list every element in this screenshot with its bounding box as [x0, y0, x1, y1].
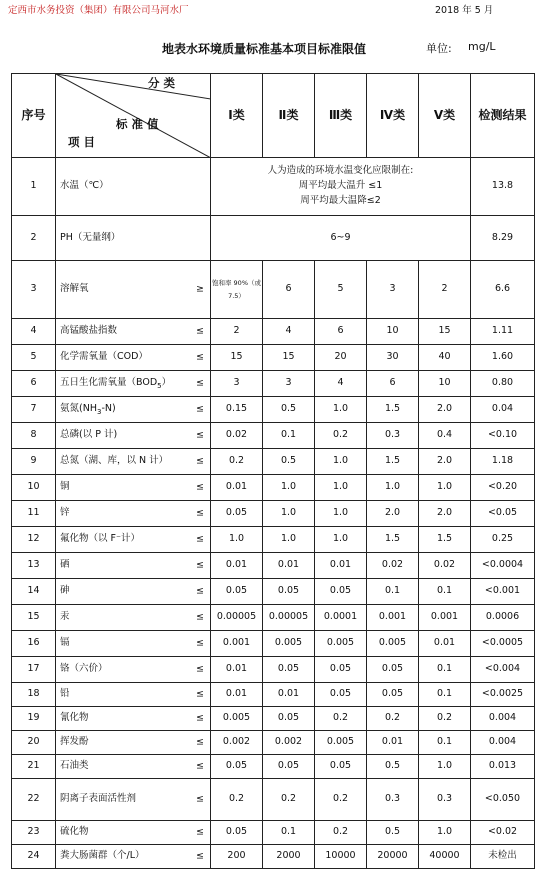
- class-2-value: 6: [263, 261, 315, 319]
- class-5-value: 0.2: [419, 707, 471, 731]
- table-row: [12, 553, 535, 579]
- test-result: <0.0004: [471, 553, 535, 579]
- class-3-value: 0.2: [315, 423, 367, 449]
- comparison-symbol: ≤: [196, 507, 204, 519]
- row-number: 23: [12, 821, 56, 845]
- item-name-suffix: ）: [161, 376, 172, 388]
- class-4-value: 0.01: [367, 731, 419, 755]
- item-name-cell: [56, 731, 211, 755]
- class-1-value: 0.2: [211, 779, 263, 821]
- test-result: 6.6: [471, 261, 535, 319]
- class-5-value: 0.1: [419, 657, 471, 683]
- class-2-value: 0.01: [263, 553, 315, 579]
- comparison-symbol: ≤: [196, 377, 204, 389]
- class-1-value: 3: [211, 371, 263, 397]
- row-number: 21: [12, 755, 56, 779]
- item-name: 五日生化需氧量（BOD: [60, 376, 158, 388]
- class-2-value: 0.2: [263, 779, 315, 821]
- class-1-value: 饱和率 90%（或 7.5）: [211, 261, 263, 319]
- class-1-value: 0.00005: [211, 605, 263, 631]
- class-4-value: 0.001: [367, 605, 419, 631]
- class-3-value: 0.05: [315, 683, 367, 707]
- item-name-cell: [56, 605, 211, 631]
- item-name-suffix: -N): [101, 402, 116, 414]
- comparison-symbol: ≤: [196, 585, 204, 597]
- table-row: [12, 731, 535, 755]
- class-1-value: 0.05: [211, 501, 263, 527]
- class-3-value: 0.05: [315, 657, 367, 683]
- header-item-label: 项 目: [68, 135, 96, 149]
- class-4-value: 0.5: [367, 821, 419, 845]
- class-5-value: 0.001: [419, 605, 471, 631]
- table-row: [12, 475, 535, 501]
- class-5-value: 40000: [419, 845, 471, 869]
- class-4-value: 0.5: [367, 755, 419, 779]
- class-1-value: 0.005: [211, 707, 263, 731]
- item-name-cell: [56, 821, 211, 845]
- header-class-2: Ⅱ类: [263, 74, 315, 158]
- class-1-value: 0.05: [211, 755, 263, 779]
- item-name: 锌: [60, 507, 70, 519]
- table-row: [12, 345, 535, 371]
- table-row: [12, 319, 535, 345]
- class-3-value: 1.0: [315, 397, 367, 423]
- class-1-value: 0.01: [211, 657, 263, 683]
- class-3-value: 1.0: [315, 475, 367, 501]
- row-number: 10: [12, 475, 56, 501]
- class-4-value: 1.5: [367, 449, 419, 475]
- comparison-symbol: ≤: [196, 826, 204, 838]
- row-number: 15: [12, 605, 56, 631]
- item-name-cell: [56, 527, 211, 553]
- class-1-value: 0.2: [211, 449, 263, 475]
- item-name-cell: [56, 449, 211, 475]
- class-3-value: 20: [315, 345, 367, 371]
- item-name: 铜: [60, 481, 70, 493]
- table-row: [12, 261, 535, 319]
- class-1-value: 2: [211, 319, 263, 345]
- class-5-value: 10: [419, 371, 471, 397]
- class-3-value: 10000: [315, 845, 367, 869]
- comparison-symbol: ≤: [196, 760, 204, 772]
- class-1-value: 200: [211, 845, 263, 869]
- test-result: 0.013: [471, 755, 535, 779]
- item-name-cell: [56, 845, 211, 869]
- comparison-symbol: ≤: [196, 850, 204, 862]
- header-seq: 序号: [12, 74, 56, 158]
- class-4-value: 0.05: [367, 657, 419, 683]
- class-5-value: 2.0: [419, 501, 471, 527]
- item-name-cell: [56, 345, 211, 371]
- class-4-value: 2.0: [367, 501, 419, 527]
- class-5-value: 2.0: [419, 449, 471, 475]
- item-name: 化学需氧量（COD）: [60, 351, 148, 363]
- class-2-value: 0.01: [263, 683, 315, 707]
- table-row: [12, 657, 535, 683]
- test-result: 0.25: [471, 527, 535, 553]
- item-name-subscript: 3: [96, 407, 102, 416]
- table-row: [12, 501, 535, 527]
- test-result: 1.60: [471, 345, 535, 371]
- header-row: [12, 74, 535, 158]
- test-result: 1.11: [471, 319, 535, 345]
- item-name: 硒: [60, 559, 70, 571]
- comparison-symbol: ≤: [196, 793, 204, 805]
- item-name-cell: [56, 683, 211, 707]
- table-row: [12, 579, 535, 605]
- class-1-value: 0.002: [211, 731, 263, 755]
- class-1-value: 0.02: [211, 423, 263, 449]
- item-name-cell: [56, 158, 211, 216]
- row-number: 17: [12, 657, 56, 683]
- item-name-subscript: 5: [157, 381, 162, 390]
- class-2-value: 0.1: [263, 821, 315, 845]
- class-5-value: 1.0: [419, 821, 471, 845]
- row-number: 1: [12, 158, 56, 216]
- item-name: 氨氮(NH: [60, 402, 97, 414]
- item-name-cell: [56, 779, 211, 821]
- table-row: [12, 371, 535, 397]
- item-name: 铅: [60, 688, 70, 700]
- test-result: <0.004: [471, 657, 535, 683]
- test-result: <0.0005: [471, 631, 535, 657]
- item-name: 汞: [60, 611, 70, 623]
- class-2-value: 1.0: [263, 475, 315, 501]
- class-2-value: 2000: [263, 845, 315, 869]
- row-number: 24: [12, 845, 56, 869]
- class-3-value: 0.005: [315, 631, 367, 657]
- comparison-symbol: ≥: [196, 283, 204, 295]
- class-2-value: 0.005: [263, 631, 315, 657]
- item-name: 总氮（湖、库，以 N 计）: [60, 455, 169, 467]
- comparison-symbol: ≤: [196, 611, 204, 623]
- item-name: 挥发酚: [60, 736, 89, 748]
- test-result: 1.18: [471, 449, 535, 475]
- class-4-value: 3: [367, 261, 419, 319]
- item-name: 溶解氧: [60, 283, 89, 295]
- item-name: 阴离子表面活性剂: [60, 793, 137, 805]
- class-5-value: 0.1: [419, 731, 471, 755]
- table-row: [12, 423, 535, 449]
- comparison-symbol: ≤: [196, 533, 204, 545]
- class-4-value: 1.5: [367, 527, 419, 553]
- item-name-cell: [56, 371, 211, 397]
- class-3-value: 1.0: [315, 501, 367, 527]
- item-name: 镉: [60, 637, 70, 649]
- comparison-symbol: ≤: [196, 559, 204, 571]
- class-5-value: 0.02: [419, 553, 471, 579]
- row-number: 20: [12, 731, 56, 755]
- merged-standard-line: 周平均最大温升 ≤1: [298, 180, 383, 192]
- test-result: <0.05: [471, 501, 535, 527]
- item-name-cell: [56, 755, 211, 779]
- class-5-value: 0.3: [419, 779, 471, 821]
- class-3-value: 5: [315, 261, 367, 319]
- row-number: 13: [12, 553, 56, 579]
- class-2-value: 0.05: [263, 707, 315, 731]
- item-name-cell: [56, 553, 211, 579]
- class-1-value: 1.0: [211, 527, 263, 553]
- class-5-value: 2.0: [419, 397, 471, 423]
- class-1-value: 0.001: [211, 631, 263, 657]
- row-number: 12: [12, 527, 56, 553]
- comparison-symbol: ≤: [196, 481, 204, 493]
- table-row: [12, 683, 535, 707]
- item-name-cell: [56, 657, 211, 683]
- class-3-value: 0.01: [315, 553, 367, 579]
- class-3-value: 0.2: [315, 779, 367, 821]
- header-class-1: Ⅰ类: [211, 74, 263, 158]
- class-3-value: 6: [315, 319, 367, 345]
- class-2-value: 0.1: [263, 423, 315, 449]
- table-row: [12, 779, 535, 821]
- test-result: 0.004: [471, 707, 535, 731]
- class-1-value: 0.05: [211, 579, 263, 605]
- class-5-value: 0.4: [419, 423, 471, 449]
- class-1-value: 0.01: [211, 475, 263, 501]
- item-name-cell: [56, 631, 211, 657]
- class-3-value: 1.0: [315, 527, 367, 553]
- header-result: 检测结果: [471, 74, 535, 158]
- header-category-label: 分 类: [148, 76, 176, 90]
- class-2-value: 0.5: [263, 449, 315, 475]
- class-4-value: 6: [367, 371, 419, 397]
- item-name: 砷: [60, 585, 70, 597]
- row-number: 22: [12, 779, 56, 821]
- merged-standard-line: 人为造成的环境水温变化应限制在:: [267, 165, 414, 177]
- test-result: 0.04: [471, 397, 535, 423]
- item-name: 高锰酸盐指数: [60, 325, 118, 337]
- class-4-value: 10: [367, 319, 419, 345]
- comparison-symbol: ≤: [196, 736, 204, 748]
- test-result: <0.001: [471, 579, 535, 605]
- class-4-value: 0.3: [367, 423, 419, 449]
- class-1-value: 0.05: [211, 821, 263, 845]
- class-1-value: 15: [211, 345, 263, 371]
- item-name: 粪大肠菌群（个/L）: [60, 850, 145, 862]
- item-name: 水温（℃）: [60, 180, 109, 192]
- item-name-cell: [56, 216, 211, 261]
- test-result: <0.0025: [471, 683, 535, 707]
- class-2-value: 0.002: [263, 731, 315, 755]
- table-row: [12, 158, 535, 216]
- table-row: [12, 527, 535, 553]
- class-5-value: 2: [419, 261, 471, 319]
- merged-standard-cell: [211, 158, 471, 216]
- test-result: 0.0006: [471, 605, 535, 631]
- class-2-value: 0.5: [263, 397, 315, 423]
- class-3-value: 0.2: [315, 821, 367, 845]
- header-class-3: Ⅲ类: [315, 74, 367, 158]
- class-4-value: 1.5: [367, 397, 419, 423]
- comparison-symbol: ≤: [196, 688, 204, 700]
- class-3-value: 0.005: [315, 731, 367, 755]
- class-4-value: 0.05: [367, 683, 419, 707]
- table-row: [12, 216, 535, 261]
- item-name-cell: [56, 707, 211, 731]
- test-result: 未检出: [471, 845, 535, 869]
- class-2-value: 1.0: [263, 501, 315, 527]
- row-number: 16: [12, 631, 56, 657]
- item-name-cell: [56, 397, 211, 423]
- item-name-cell: [56, 501, 211, 527]
- table-row: [12, 605, 535, 631]
- item-name-cell: [56, 261, 211, 319]
- row-number: 9: [12, 449, 56, 475]
- table-row: [12, 845, 535, 869]
- table-row: [12, 707, 535, 731]
- class-5-value: 40: [419, 345, 471, 371]
- unit-label: 单位:: [426, 42, 452, 55]
- comparison-symbol: ≤: [196, 351, 204, 363]
- row-number: 3: [12, 261, 56, 319]
- test-result: 13.8: [471, 158, 535, 216]
- class-3-value: 0.0001: [315, 605, 367, 631]
- class-3-value: 1.0: [315, 449, 367, 475]
- class-2-value: 4: [263, 319, 315, 345]
- class-3-value: 4: [315, 371, 367, 397]
- class-2-value: 3: [263, 371, 315, 397]
- row-number: 2: [12, 216, 56, 261]
- class-4-value: 20000: [367, 845, 419, 869]
- comparison-symbol: ≤: [196, 403, 204, 415]
- comparison-symbol: ≤: [196, 455, 204, 467]
- comparison-symbol: ≤: [196, 663, 204, 675]
- item-name: 氟化物（以 F⁻计）: [60, 533, 140, 545]
- class-5-value: 1.0: [419, 475, 471, 501]
- header-diagonal-cell: [56, 74, 211, 158]
- item-name: 硫化物: [60, 826, 89, 838]
- row-number: 4: [12, 319, 56, 345]
- class-3-value: 0.05: [315, 579, 367, 605]
- comparison-symbol: ≤: [196, 637, 204, 649]
- comparison-symbol: ≤: [196, 712, 204, 724]
- test-result: 8.29: [471, 216, 535, 261]
- class-4-value: 0.005: [367, 631, 419, 657]
- class-2-value: 1.0: [263, 527, 315, 553]
- class-2-value: 0.00005: [263, 605, 315, 631]
- item-name-cell: [56, 579, 211, 605]
- class-3-value: 0.2: [315, 707, 367, 731]
- class-4-value: 0.3: [367, 779, 419, 821]
- item-name-cell: [56, 423, 211, 449]
- class-1-value: 0.01: [211, 553, 263, 579]
- class-2-value: 0.05: [263, 579, 315, 605]
- class-4-value: 0.2: [367, 707, 419, 731]
- row-number: 7: [12, 397, 56, 423]
- row-number: 18: [12, 683, 56, 707]
- class-5-value: 15: [419, 319, 471, 345]
- company-name: 定西市水务投资（集团）有限公司马河水厂: [8, 5, 189, 16]
- class-5-value: 0.1: [419, 683, 471, 707]
- comparison-symbol: ≤: [196, 429, 204, 441]
- table-row: [12, 397, 535, 423]
- item-name: 石油类: [60, 760, 89, 772]
- row-number: 6: [12, 371, 56, 397]
- row-number: 14: [12, 579, 56, 605]
- class-2-value: 0.05: [263, 755, 315, 779]
- class-4-value: 30: [367, 345, 419, 371]
- test-result: 0.80: [471, 371, 535, 397]
- class-4-value: 0.02: [367, 553, 419, 579]
- page-title: 地表水环境质量标准基本项目标准限值: [162, 42, 367, 56]
- merged-standard-cell: [211, 216, 471, 261]
- item-name: 总磷(以 P 计): [60, 429, 118, 441]
- item-name: PH（无量纲）: [60, 231, 121, 243]
- class-1-value: 0.01: [211, 683, 263, 707]
- header-standard-label: 标 准 值: [116, 117, 159, 131]
- test-result: 0.004: [471, 731, 535, 755]
- class-3-value: 0.05: [315, 755, 367, 779]
- table-row: [12, 631, 535, 657]
- class-5-value: 1.5: [419, 527, 471, 553]
- comparison-symbol: ≤: [196, 325, 204, 337]
- report-date: 2018 年 5 月: [435, 5, 494, 16]
- class-5-value: 1.0: [419, 755, 471, 779]
- item-name-cell: [56, 475, 211, 501]
- class-4-value: 0.1: [367, 579, 419, 605]
- class-4-value: 1.0: [367, 475, 419, 501]
- class-2-value: 15: [263, 345, 315, 371]
- table-row: [12, 449, 535, 475]
- test-result: <0.050: [471, 779, 535, 821]
- row-number: 8: [12, 423, 56, 449]
- item-name: 铬（六价）: [60, 663, 108, 675]
- class-5-value: 0.1: [419, 579, 471, 605]
- standards-table: [11, 73, 535, 869]
- row-number: 5: [12, 345, 56, 371]
- unit-value: mg/L: [468, 40, 496, 53]
- table-row: [12, 755, 535, 779]
- row-number: 11: [12, 501, 56, 527]
- header-class-4: Ⅳ类: [367, 74, 419, 158]
- test-result: <0.10: [471, 423, 535, 449]
- class-2-value: 0.05: [263, 657, 315, 683]
- class-1-value: 0.15: [211, 397, 263, 423]
- header-class-5: Ⅴ类: [419, 74, 471, 158]
- table-row: [12, 821, 535, 845]
- item-name-cell: [56, 319, 211, 345]
- row-number: 19: [12, 707, 56, 731]
- class-5-value: 0.01: [419, 631, 471, 657]
- merged-standard-line: 周平均最大温降≤2: [300, 194, 381, 206]
- test-result: <0.20: [471, 475, 535, 501]
- merged-standard-line: 6~9: [330, 231, 351, 243]
- item-name: 氰化物: [60, 712, 89, 724]
- test-result: <0.02: [471, 821, 535, 845]
